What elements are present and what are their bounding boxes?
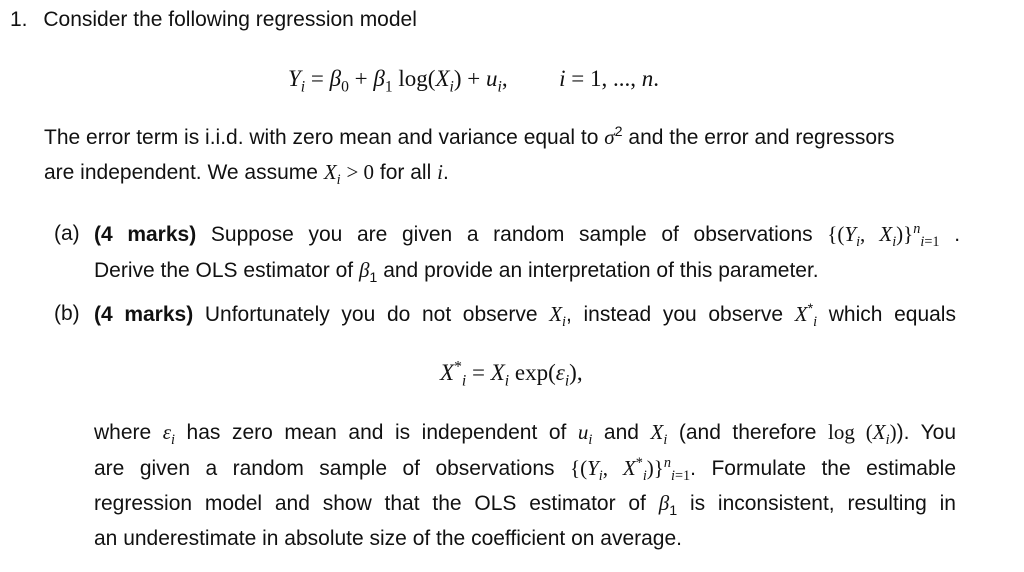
part-a-label: (a) <box>54 222 80 245</box>
part-b-text1b: , instead you observe <box>565 303 784 326</box>
problem-heading <box>10 8 417 32</box>
where3-text-b: is inconsistent, resulting in <box>689 492 956 515</box>
part-a-text3: and provide an interpretation of this parameter. <box>383 259 819 282</box>
where3-text-a: regression model and show that the OLS estimator of <box>94 492 646 515</box>
error-text-1: The error term is i.i.d. with zero mean and variance equal to <box>44 126 599 149</box>
regression-equation: $Y_i = \beta_0 + \beta_1$ $\log(X_i) + u_i$, i = 1, ..., n. <box>288 66 659 96</box>
part-b-where-line2: are given a random sample of observations {($Y_i$, $X^*_i)\}^n_{i=1}$. Formulate the estimable <box>94 455 957 485</box>
part-b-text1c: which equals <box>828 303 956 326</box>
part-b-where-line4: an underestimate in absolute size of the coefficient on average. <box>94 527 682 550</box>
where-text-b: has zero mean and is independent of <box>186 421 567 444</box>
for-all-text: for all <box>379 161 432 184</box>
part-a-marks: (4 marks) <box>94 223 197 246</box>
where2-text-a: are given a random sample of observations <box>94 457 555 480</box>
where-text-d: (and therefore <box>678 421 817 444</box>
where2-text-b: . Formulate the estimable <box>690 457 957 480</box>
part-b-where-line1: where $\varepsilon_i$ has zero mean and is independent of $u_i$ and $X_i$ (and therefore $\log (X_i)$). You <box>94 420 957 449</box>
part-b-label: (b) <box>54 302 80 325</box>
part-a-line2: Derive the OLS estimator of $\beta_1$ and provide an interpretation of this parameter. <box>94 258 819 287</box>
part-a-line1: (4 marks) Suppose you are given a random sample of observations {($Y_i$, $X_i)\}^n_{i=1}$ . <box>94 221 961 251</box>
part-b-text1a: Unfortunately you do not observe <box>204 303 538 326</box>
part-b-marks: (4 marks) <box>94 303 194 326</box>
problem-number: 1. <box>10 8 28 31</box>
error-assumption-line1: The error term is i.i.d. with zero mean and variance equal to $\sigma^2$ and the error and regressors <box>44 124 895 149</box>
part-b-line1: (4 marks) Unfortunately you do not observe $X_i$, instead you observe $X^*_i$ which equals <box>94 301 956 331</box>
part-b-where-line3: regression model and show that the OLS estimator of $\beta_1$ is inconsistent, resulting in <box>94 491 956 520</box>
where-text-a: where <box>94 421 152 444</box>
part-a-text1: Suppose you are given a random sample of observations <box>210 223 813 246</box>
assume-text: are independent. We assume <box>44 161 318 184</box>
where-text-c: and <box>603 421 639 444</box>
error-assumption-line2: are independent. We assume $X_i > 0$ for all i. <box>44 160 449 189</box>
problem-intro: Consider the following regression model <box>43 8 417 31</box>
part-a-text2: Derive the OLS estimator of <box>94 259 354 282</box>
where-text-e: ). You <box>896 421 957 444</box>
error-text-2: and the error and regressors <box>628 126 895 149</box>
measurement-equation: $X^*_i = X_i$ $\exp(\varepsilon_i)$, <box>440 358 583 390</box>
